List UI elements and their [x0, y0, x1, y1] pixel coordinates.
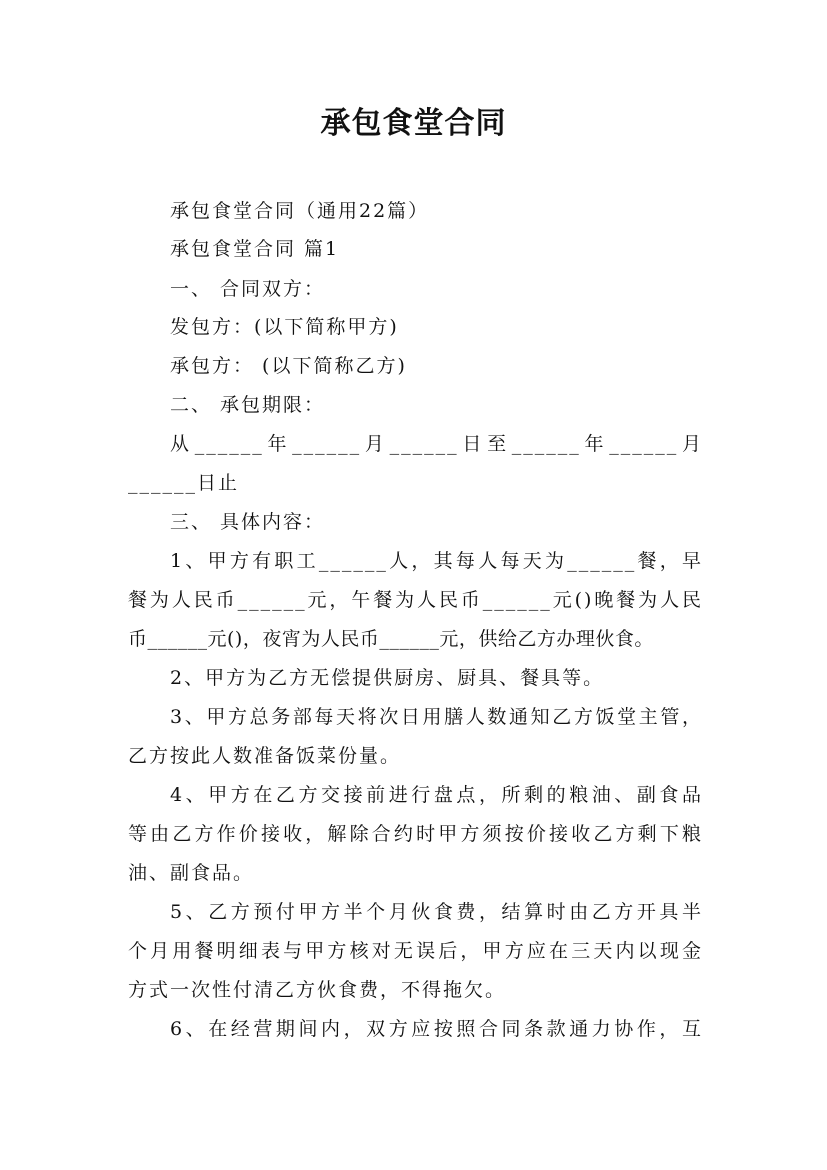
paragraph-line: 3、甲方总务部每天将次日用膳人数通知乙方饭堂主管，	[170, 706, 703, 728]
clause-heading: 三、 具体内容：	[170, 511, 326, 533]
paragraph-line: 油、副食品。	[128, 862, 255, 884]
clause-heading: 二、 承包期限：	[170, 394, 326, 416]
subtitle: 承包食堂合同（通用22篇）	[170, 200, 430, 222]
paragraph-line: 4、甲方在乙方交接前进行盘点，所剩的粮油、副食品	[170, 784, 703, 806]
paragraph-line: ______日止	[128, 472, 240, 494]
document-title: 承包食堂合同	[320, 106, 507, 141]
paragraph-line: 5、乙方预付甲方半个月伙食费，结算时由乙方开具半	[170, 901, 703, 923]
paragraph-line: 从______年______月______日至______年______月	[170, 433, 703, 455]
paragraph-line: 等由乙方作价接收，解除合约时甲方须按价接收乙方剩下粮	[128, 823, 703, 845]
paragraph-line: 2、甲方为乙方无偿提供厨房、厨具、餐具等。	[170, 667, 605, 689]
paragraph-line: 6、在经营期间内，双方应按照合同条款通力协作，互	[170, 1018, 703, 1040]
party-line: 发包方：(以下简称甲方)	[170, 316, 399, 338]
paragraph-line: 个月用餐明细表与甲方核对无误后，甲方应在三天内以现金	[128, 940, 703, 962]
paragraph-line: 1、甲方有职工______人，其每人每天为______餐，早	[170, 550, 703, 572]
paragraph-line: 方式一次性付清乙方伙食费，不得拖欠。	[128, 979, 507, 1001]
paragraph-line: 币______元()，夜宵为人民币______元，供给乙方办理伙食。	[128, 628, 654, 650]
clause-heading: 一、 合同双方：	[170, 278, 326, 300]
section-heading: 承包食堂合同 篇1	[170, 238, 340, 260]
party-line: 承包方： (以下简称乙方)	[170, 355, 407, 377]
paragraph-line: 餐为人民币______元，午餐为人民币______元()晚餐为人民	[128, 589, 703, 611]
paragraph-line: 乙方按此人数准备饭菜份量。	[128, 745, 402, 767]
